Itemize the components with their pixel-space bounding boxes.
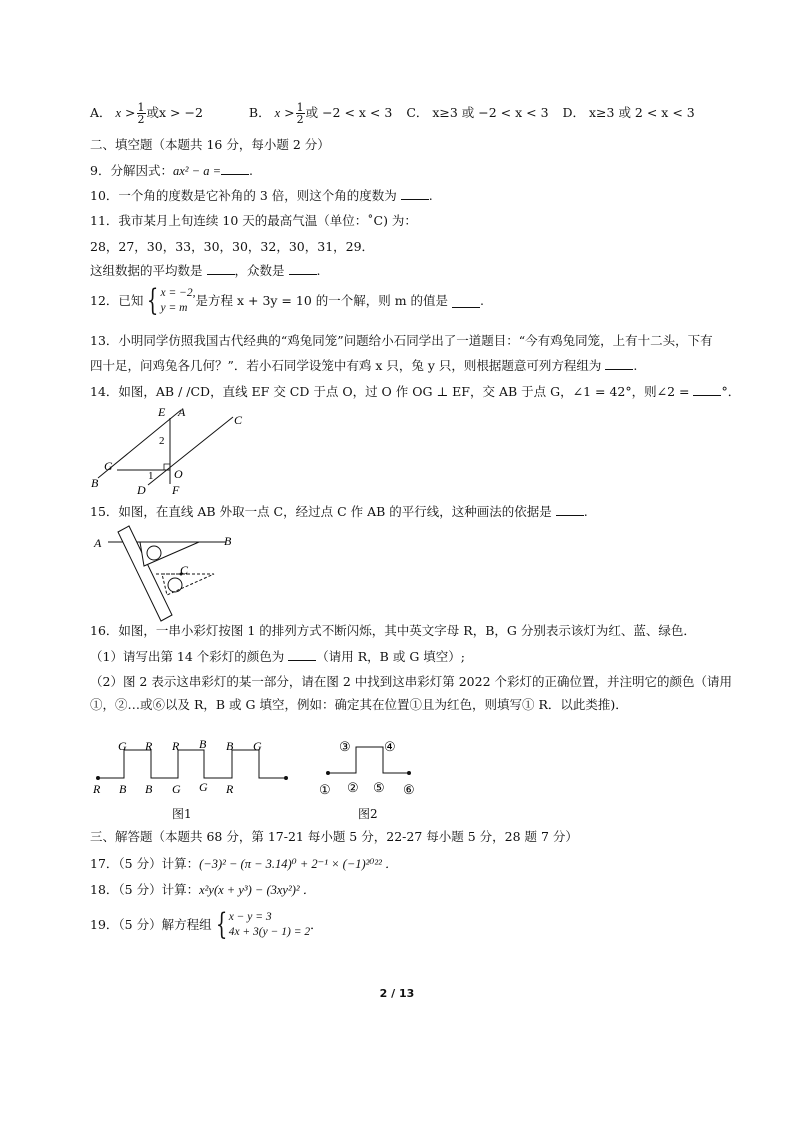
q16-line4: ①，②…或⑥以及 R，B 或 G 填空，例如：确定其在位置①且为红色，则填写① R．以此类推)． [90, 697, 628, 712]
q10: 10．一个角的度数是它补角的 3 倍，则这个角的度数为 . [90, 188, 433, 203]
position-3: ③ [339, 739, 351, 754]
q13-line1: 13．小明同学仿照我国古代经典的“鸡兔同笼”问题给小石同学出了一道题目：“今有鸡兔同笼，上有十二头，下有 [90, 333, 713, 348]
q16-line2: （1）请写出第 14 个彩灯的颜色为 （请用 R，B 或 G 填空）; [90, 649, 465, 664]
right-angle-mark [164, 464, 170, 470]
q14-figure [88, 400, 258, 500]
wire-end-left [326, 771, 330, 775]
q18: 18．（5 分）计算：x²y(x + y³) − (3xy²)² ． [90, 882, 316, 897]
label-d: D [137, 483, 146, 497]
q15-blank[interactable] [556, 503, 584, 516]
position-4: ④ [384, 739, 396, 754]
q9: 9．分解因式：ax² − a = . [90, 163, 253, 178]
label-a: A [94, 536, 102, 550]
position-6: ⑥ [403, 782, 415, 797]
q11-mode-blank[interactable] [289, 262, 317, 275]
q8-a-fraction: $\frac{1}{2}$ [137, 101, 145, 126]
fig1-bottom-6: R [226, 782, 234, 796]
fig1-caption: 图1 [172, 807, 192, 821]
set-square-hole-bottom [168, 578, 182, 592]
q14-text: 14．如图，AB / /CD，直线 EF 交 CD 于点 O，过 O 作 OG ⊥ EF，交 AB 于点 G，∠1 = 42°，则∠2 = °． [90, 384, 741, 399]
q13-blank[interactable] [605, 357, 633, 370]
q11-data: 28，27，30，33，30，30，32，30，31，29． [90, 239, 375, 254]
position-2: ② [347, 780, 359, 795]
position-1: ① [319, 782, 331, 797]
fig2-caption: 图2 [358, 807, 378, 821]
fig1-bottom-1: R [93, 782, 101, 796]
fig1-top-2: R [145, 739, 153, 753]
fig1-top-5: B [226, 739, 234, 753]
q16-line1: 16．如图，一串小彩灯按图 1 的排列方式不断闪烁，其中英文字母 R，B，G 分别表示该灯为红、蓝、绿色． [90, 623, 696, 638]
q13-line2: 四十足，问鸡兔各几何？”．若小石同学设笼中有鸡 x 只，兔 y 只，则根据题意可列方程组为 . [90, 358, 638, 373]
fig1-bottom-5: G [199, 780, 208, 794]
q17: 17．（5 分）计算：(−3)² − (π − 3.14)⁰ + 2⁻¹ × (−1)²⁰²² ． [90, 856, 398, 871]
label-g: G [104, 459, 113, 473]
label-c: C [180, 563, 189, 577]
wire-end-left [96, 776, 100, 780]
label-angle-1: 1 [148, 470, 154, 482]
label-angle-2: 2 [159, 435, 165, 447]
q19: 19．（5 分）解方程组 { x − y = 3 4x + 3(y − 1) = 2 ． [90, 907, 323, 942]
q16-line3: （2）图 2 表示这串彩灯的某一部分，请在图 2 中找到这串彩灯第 2022 个彩灯的正确位置，并注明它的颜色（请用 [90, 674, 733, 689]
lamp-wire [98, 750, 286, 778]
set-square-top [140, 542, 199, 566]
q10-blank[interactable] [401, 187, 429, 200]
section2-title: 二、填空题（本题共 16 分，每小题 2 分） [90, 137, 330, 152]
section3-title: 三、解答题（本题共 68 分，第 17-21 每小题 5 分，22-27 每小题 5 分，28 题 7 分） [90, 829, 578, 844]
fig1-top-4: B [199, 737, 207, 751]
q14-blank[interactable] [693, 383, 721, 396]
q16-part1-blank[interactable] [288, 648, 316, 661]
fig1-top-6: G [253, 739, 262, 753]
label-e: E [158, 405, 166, 419]
set-square-bottom [162, 574, 214, 595]
q8-options: A． x > $\frac{1}{2}$ 或x > −2 B． x > $\frac{1}{2}$ 或 −2 < x < 3 C． x≥3 或 −2 < x < 3 D． x≥3 或 2 < x < 3 [90, 101, 695, 126]
fig1-bottom-2: B [119, 782, 127, 796]
wire-end-right [284, 776, 288, 780]
q15-text: 15．如图，在直线 AB 外取一点 C，经过点 C 作 AB 的平行线，这种画法的依据是 . [90, 504, 588, 519]
label-a: A [178, 405, 186, 419]
label-f: F [172, 483, 180, 497]
q8-b-fraction: $\frac{1}{2}$ [296, 101, 304, 126]
wire-end-right [407, 771, 411, 775]
label-o: O [174, 467, 183, 481]
fig1-bottom-3: B [145, 782, 153, 796]
q9-blank[interactable] [221, 162, 249, 175]
q16-fig1 [86, 735, 296, 797]
position-5: ⑤ [373, 780, 385, 795]
q11-line3: 这组数据的平均数是 ，众数是 . [90, 263, 321, 278]
q15-figure [88, 522, 248, 624]
fig1-bottom-4: G [172, 782, 181, 796]
q11-line1: 11．我市某月上旬连续 10 天的最高气温（单位：˚C) 为： [90, 213, 417, 228]
page-number: 2 / 13 [379, 987, 415, 1000]
label-b: B [91, 476, 99, 490]
q16-fig2 [316, 735, 436, 797]
label-b: B [224, 534, 232, 548]
label-c: C [234, 413, 243, 427]
q12-blank[interactable] [452, 295, 480, 308]
q12: 12．已知 { x = −2, y = m 是方程 x + 3y = 10 的一个解，则 m 的值是 . [90, 283, 485, 318]
fig1-top-1: G [118, 739, 127, 753]
fig1-top-3: R [172, 739, 180, 753]
q11-mean-blank[interactable] [207, 262, 235, 275]
